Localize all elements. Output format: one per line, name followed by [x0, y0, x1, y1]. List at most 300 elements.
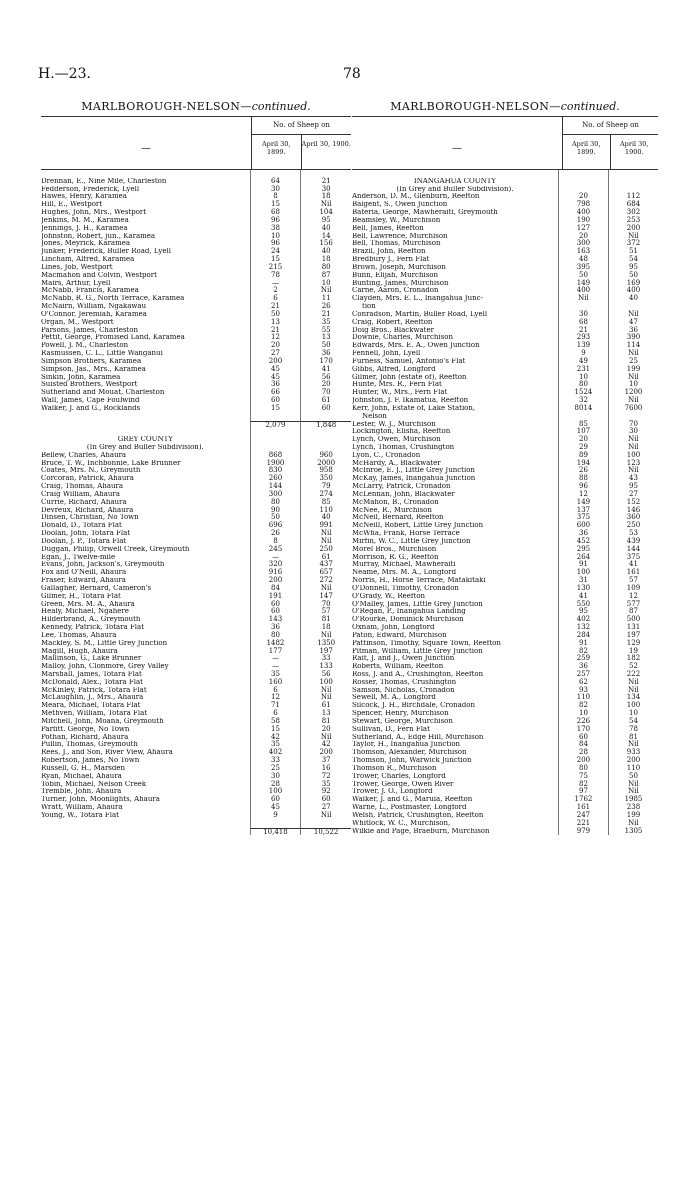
- sheep-1899: 191: [250, 593, 301, 601]
- owner-name: Hawes, Henry, Karamea: [41, 193, 127, 201]
- table-row: [41, 233, 351, 241]
- sheep-1899: —: [250, 663, 301, 671]
- table-row: [352, 788, 658, 796]
- sheep-1900: 400: [608, 287, 658, 295]
- sheep-1899: 8014: [558, 405, 608, 413]
- sheep-1900: 43: [608, 475, 658, 483]
- table-row: [41, 217, 351, 225]
- owner-name: Gilmer, John (estate of), Reefton: [352, 373, 467, 381]
- sheep-1900: 19: [608, 648, 658, 656]
- sheep-1900: Nil: [608, 679, 658, 687]
- sheep-1899: 215: [250, 264, 301, 272]
- owner-name: Macmahon and Colvin, Westport: [41, 271, 157, 279]
- owner-name: Morrison, R. G., Reefton: [352, 553, 439, 561]
- table-row: [41, 366, 351, 374]
- sheep-1899: 293: [558, 334, 608, 342]
- sheep-1900: 53: [608, 530, 658, 538]
- table-row: [41, 311, 351, 319]
- owner-name: O'Rourke, Dominick Murchison: [352, 616, 464, 624]
- owner-name: O'Malley, James, Little Grey Junction: [352, 600, 483, 608]
- sheep-1900: 81: [608, 734, 658, 742]
- owner-name: Craig, Thomas, Ahaura: [41, 483, 124, 491]
- sheep-1899: 6: [250, 710, 301, 718]
- sheep-1900: Nil: [608, 687, 658, 695]
- owner-name: Hunte, Mrs. R., Fern Flat: [352, 381, 442, 389]
- sheep-1900: 20: [300, 381, 351, 389]
- sheep-1900: 61: [300, 702, 351, 710]
- owner-name: tion: [362, 303, 376, 311]
- sheep-1900: 7600: [608, 405, 658, 413]
- table-row: [352, 812, 658, 820]
- right-column-header: [352, 116, 658, 170]
- owner-name: Pitman, William, Little Grey Junction: [352, 647, 483, 655]
- table-row: [41, 342, 351, 350]
- owner-name: Warne, L., Postmaster, Longford: [352, 804, 467, 812]
- owner-name: Roberts, William, Reefton: [352, 663, 444, 671]
- table-row: [352, 726, 658, 734]
- owner-name: (In Grey and Buller Subdivision).: [396, 185, 514, 193]
- table-row: [41, 569, 351, 577]
- total-row: [41, 828, 351, 836]
- sheep-1900: 87: [608, 608, 658, 616]
- sheep-1900: 40: [300, 514, 351, 522]
- sheep-1899: 1762: [558, 796, 608, 804]
- sheep-1900: [300, 413, 351, 421]
- sheep-1899: 24: [250, 248, 301, 256]
- owner-name: Simpson Brothers, Karamea: [41, 357, 142, 365]
- owner-name: Gibbs, Alfred, Longford: [352, 365, 436, 373]
- owner-name: Rait, J. and J., Owen Junction: [352, 655, 455, 663]
- owner-name: Lee, Thomas, Ahaura: [41, 631, 117, 639]
- sheep-1899: 60: [250, 796, 301, 804]
- owner-name: [41, 413, 250, 421]
- table-row: [41, 514, 351, 522]
- sheep-1899: 64: [250, 178, 301, 186]
- table-row: [352, 702, 658, 710]
- table-row: [41, 240, 351, 248]
- table-row: [352, 616, 658, 624]
- col-1899-header: April 30, 1899.: [252, 135, 302, 169]
- sheep-1899: 295: [558, 546, 608, 554]
- sheep-1899: 139: [558, 342, 608, 350]
- sheep-1899: 21: [250, 327, 301, 335]
- sheep-1899: 2: [250, 287, 301, 295]
- table-row: [352, 381, 658, 389]
- sheep-1899: 78: [250, 272, 301, 280]
- owner-name: Dinsen, Christian, No Town: [41, 514, 139, 522]
- sheep-1899: 42: [250, 734, 301, 742]
- sheep-1900: 21: [300, 178, 351, 186]
- sheep-1899: 30: [250, 186, 301, 194]
- sheep-1900: 146: [608, 507, 658, 515]
- sheep-1900: 152: [608, 499, 658, 507]
- sheep-1899: 71: [250, 702, 301, 710]
- owner-name: Green, Mrs. M. A., Ahaura: [41, 600, 135, 608]
- table-row: [352, 828, 658, 836]
- sheep-1900: 57: [300, 608, 351, 616]
- table-row: [352, 225, 658, 233]
- owner-name: Edwards, Mrs. E. A., Owen Junction: [352, 342, 480, 350]
- sheep-1900: 26: [300, 303, 351, 311]
- owner-name: McNairn, William, Ngakawau: [41, 303, 147, 311]
- owner-name: McLarry, Patrick, Cronadon: [352, 483, 451, 491]
- owner-name: Walker, J. and G., Maruia, Reefton: [352, 796, 473, 804]
- owner-name: Ross, J. and A., Crushington, Reefton: [352, 671, 484, 678]
- sheep-1899: 300: [558, 240, 608, 248]
- table-row: [352, 757, 658, 765]
- sheep-1899: 402: [558, 616, 608, 624]
- owner-name: Simpson, Jas., Mrs., Karamea: [41, 365, 146, 373]
- table-row: [41, 530, 351, 538]
- sheep-1900: Nil: [300, 687, 351, 695]
- table-row: [352, 796, 658, 804]
- sheep-1899: 36: [250, 624, 301, 632]
- owner-name: Egan, J., Twelve-mile: [41, 553, 116, 561]
- table-row: [352, 452, 658, 460]
- table-row: [352, 655, 658, 663]
- sheep-1899: 127: [558, 225, 608, 233]
- total-row: [41, 421, 351, 429]
- owner-name: Turner, John, Moonlights, Ahaura: [41, 796, 160, 804]
- sheep-1900: 1350: [300, 640, 351, 648]
- sheep-1899: 696: [250, 522, 301, 530]
- table-row: [41, 178, 351, 186]
- owner-name: [41, 820, 250, 828]
- sheep-1899: 38: [250, 225, 301, 233]
- table-row: [352, 585, 658, 593]
- sheep-1900: 50: [300, 342, 351, 350]
- owner-name: Jones, Meyrick, Karamea: [41, 240, 131, 248]
- sheep-1899: 200: [558, 757, 608, 765]
- sheep-1900: 250: [608, 522, 658, 530]
- sheep-1900: 27: [300, 804, 351, 812]
- owner-name: Stewart, George, Murchison: [352, 717, 453, 725]
- sheep-1899: 45: [250, 804, 301, 812]
- sheep-1899: 80: [558, 765, 608, 773]
- sheep-1900: 10,522: [300, 828, 351, 836]
- sheep-1899: 8: [250, 193, 301, 201]
- sheep-1900: 375: [608, 554, 658, 562]
- sheep-1900: 61: [300, 397, 351, 405]
- sheep-1899: 10: [558, 374, 608, 382]
- table-row: [41, 350, 351, 358]
- table-row: [41, 796, 351, 804]
- name-column-header: —: [141, 143, 151, 154]
- sheep-1899: 200: [250, 577, 301, 585]
- table-row: [352, 311, 658, 319]
- table-row: [41, 334, 351, 342]
- table-row: [352, 624, 658, 632]
- owner-name: McNeil, Bernard, Reefton: [352, 514, 444, 522]
- right-column: [352, 100, 658, 835]
- sheep-1899: 400: [558, 209, 608, 217]
- table-row: [352, 718, 658, 726]
- sheep-1899: 20: [558, 233, 608, 241]
- sheep-1899: 30: [558, 311, 608, 319]
- sheep-1900: 95: [300, 217, 351, 225]
- owner-name: Mitchell, John, Moana, Greymouth: [41, 717, 164, 725]
- sheep-1900: 110: [300, 507, 351, 515]
- sheep-1900: 61: [300, 554, 351, 562]
- sheep-1900: 437: [300, 561, 351, 569]
- sheep-1900: 54: [608, 256, 658, 264]
- table-row: [41, 460, 351, 468]
- sheep-1899: 35: [250, 671, 301, 679]
- sheep-1900: Nil: [608, 741, 658, 749]
- sheep-1899: 284: [558, 632, 608, 640]
- owner-name: Corcoran, Patrick, Ahaura: [41, 475, 134, 483]
- table-row: [352, 295, 658, 303]
- sheep-1900: Nil: [608, 311, 658, 319]
- owner-name: Jenkins, M. M., Karamea: [41, 216, 129, 224]
- sheep-1899: 320: [250, 561, 301, 569]
- sheep-1900: [300, 820, 351, 828]
- sheep-1899: 90: [250, 507, 301, 515]
- sheep-1899: 62: [558, 679, 608, 687]
- sheep-1900: Nil: [608, 444, 658, 452]
- sheep-1900: Nil: [608, 467, 658, 475]
- sheep-1900: 13: [300, 710, 351, 718]
- table-row: [352, 640, 658, 648]
- table-row: [41, 616, 351, 624]
- sheep-1899: 6: [250, 295, 301, 303]
- owner-name: Powell, J. M., Charleston: [41, 342, 129, 350]
- owner-name: Currie, Richard, Ahaura: [41, 498, 127, 506]
- owner-name: Coates, Mrs. N., Greymouth: [41, 467, 141, 475]
- owner-name: [41, 428, 250, 436]
- sheep-1899: [250, 428, 301, 436]
- owner-name: [352, 170, 558, 178]
- sheep-1900: 1,848: [300, 421, 351, 429]
- sheep-1900: 222: [608, 671, 658, 679]
- table-row: [41, 671, 351, 679]
- owner-name: Lyon, C., Cronadon: [352, 451, 421, 459]
- sheep-1900: Nil: [608, 233, 658, 241]
- sheep-1899: 1524: [558, 389, 608, 397]
- sheep-1899: 9: [250, 812, 301, 820]
- owner-name: Bellew, Charles, Ahaura: [41, 451, 127, 459]
- sheep-1899: 91: [558, 640, 608, 648]
- sheep-1900: 199: [608, 812, 658, 820]
- sheep-1899: 247: [558, 812, 608, 820]
- owner-name: McNabb, Francis, Karamea: [41, 287, 139, 295]
- sheep-1899: 27: [250, 350, 301, 358]
- sheep-1899: 68: [558, 319, 608, 327]
- table-row: [352, 240, 658, 248]
- sheep-1899: 50: [558, 272, 608, 280]
- owner-name: Gilmer, H., Totara Flat: [41, 592, 121, 600]
- sheep-1900: Nil: [300, 632, 351, 640]
- sheep-1899: —: [250, 554, 301, 562]
- sheep-1900: 10: [608, 381, 658, 389]
- sheep-1899: 100: [558, 569, 608, 577]
- col-1900-header: April 30, 1900.: [619, 140, 649, 156]
- table-row: [352, 483, 658, 491]
- sheep-1900: 14: [300, 233, 351, 241]
- table-row: [352, 413, 658, 421]
- table-row: [41, 405, 351, 413]
- sheep-1900: Nil: [300, 734, 351, 742]
- section-heading: [41, 436, 351, 444]
- sheep-1899: 89: [558, 452, 608, 460]
- owner-name: Bell, Thomas, Murchison: [352, 240, 441, 248]
- sheep-1899: 163: [558, 248, 608, 256]
- owner-name: McKay, James, Inangahua Junction: [352, 475, 476, 483]
- sheep-1900: 112: [608, 193, 658, 201]
- sheep-1900: 60: [300, 405, 351, 413]
- sheep-1900: 16: [300, 765, 351, 773]
- sheep-1900: 197: [608, 632, 658, 640]
- sheep-1900: 10: [300, 280, 351, 288]
- sheep-1899: 226: [558, 718, 608, 726]
- owner-name: O'Donnell, Timothy, Cronadon: [352, 584, 459, 592]
- table-row: [352, 460, 658, 468]
- sheep-1900: Nil: [608, 350, 658, 358]
- sheep-1900: 109: [608, 585, 658, 593]
- sheep-1900: 390: [608, 334, 658, 342]
- owner-name: Sewell, M. A., Longford: [352, 694, 436, 702]
- table-row: [41, 319, 351, 327]
- table-row: [41, 256, 351, 264]
- owner-name: INANGAHUA COUNTY: [413, 177, 497, 185]
- table-row: [352, 561, 658, 569]
- owner-name: Sutherland and Mouat, Charleston: [41, 389, 165, 397]
- sheep-1899: 8: [250, 538, 301, 546]
- sheep-1899: 600: [558, 522, 608, 530]
- sheep-1899: 550: [558, 601, 608, 609]
- sheep-1899: —: [250, 280, 301, 288]
- owner-name: Nelson: [362, 412, 387, 420]
- table-row: [41, 280, 351, 288]
- sheep-1900: 199: [608, 366, 658, 374]
- owner-name: Gallagher, Bernard, Cameron's: [41, 584, 152, 592]
- sheep-1899: 100: [250, 788, 301, 796]
- sheep-1899: 66: [250, 389, 301, 397]
- table-row: [41, 522, 351, 530]
- sheep-1899: 375: [558, 514, 608, 522]
- sheep-1900: 56: [300, 671, 351, 679]
- table-row: [352, 577, 658, 585]
- sheep-1900: 274: [300, 491, 351, 499]
- sheep-1900: 144: [608, 546, 658, 554]
- sheep-1899: 257: [558, 671, 608, 679]
- owner-name: Doolan, John, Totara Flat: [41, 530, 131, 538]
- table-row: [352, 342, 658, 350]
- sheep-1899: 20: [558, 193, 608, 201]
- table-row: [352, 201, 658, 209]
- sheep-1900: 302: [608, 209, 658, 217]
- sheep-1900: 57: [608, 577, 658, 585]
- table-row: [352, 475, 658, 483]
- table-row: [41, 702, 351, 710]
- sheep-1899: 75: [558, 773, 608, 781]
- sheep-1900: Nil: [300, 812, 351, 820]
- sheep-1900: 657: [300, 569, 351, 577]
- table-row: [352, 632, 658, 640]
- table-row: [352, 397, 658, 405]
- owner-name: Whitlock, W. C., Murchison,: [352, 819, 451, 827]
- sheep-1899: 80: [558, 381, 608, 389]
- table-row: [352, 514, 658, 522]
- sheep-1900: 70: [608, 421, 658, 429]
- sheep-1899: 1482: [250, 640, 301, 648]
- sheep-1899: 170: [558, 726, 608, 734]
- sheep-1899: [250, 413, 301, 421]
- sheep-1900: 500: [608, 616, 658, 624]
- owner-name: Wratt, William, Ahaura: [41, 804, 123, 812]
- owner-name: Craig William, Ahaura: [41, 490, 120, 498]
- sheep-1900: 36: [608, 327, 658, 335]
- sheep-1899: 107: [558, 428, 608, 436]
- owner-name: Lynch, Owen, Murchison: [352, 436, 441, 444]
- table-row: [41, 554, 351, 562]
- sheep-1900: Nil: [608, 374, 658, 382]
- owner-name: Neame, Mrs. M. A., Longford: [352, 569, 457, 577]
- table-row: [41, 632, 351, 640]
- sheep-1900: 253: [608, 217, 658, 225]
- sheep-1899: 60: [250, 601, 301, 609]
- sheep-1899: 50: [250, 514, 301, 522]
- table-row: [41, 374, 351, 382]
- sheep-1900: 18: [300, 624, 351, 632]
- owner-name: Bunting, James, Murchison: [352, 279, 449, 287]
- table-row: [352, 820, 658, 828]
- table-row: [352, 358, 658, 366]
- sheep-1899: 45: [250, 366, 301, 374]
- table-row: [41, 303, 351, 311]
- table-row: [41, 773, 351, 781]
- sheep-1900: 50: [608, 272, 658, 280]
- owner-name: Hill, E., Westport: [41, 201, 103, 209]
- table-row: [41, 209, 351, 217]
- table-row: [352, 749, 658, 757]
- owner-name: [41, 828, 250, 836]
- sheep-1900: 100: [300, 679, 351, 687]
- owner-name: [41, 170, 250, 178]
- sheep-1900: 11: [300, 295, 351, 303]
- owner-name: Bell, Lawrence, Murchison: [352, 232, 448, 240]
- sheep-1900: Nil: [300, 530, 351, 538]
- table-row: [41, 608, 351, 616]
- sheep-1899: 1900: [250, 460, 301, 468]
- sheep-1900: 1305: [608, 828, 658, 836]
- sheep-1899: [250, 820, 301, 828]
- name-column-header: —: [452, 143, 462, 154]
- sheep-1899: 60: [558, 734, 608, 742]
- owner-name: Rasmussen, C. L., Little Wanganui: [41, 350, 163, 358]
- sheep-1899: 161: [558, 804, 608, 812]
- blank-row: [41, 170, 351, 178]
- sheep-1900: 1985: [608, 796, 658, 804]
- table-row: [352, 679, 658, 687]
- table-row: [352, 781, 658, 789]
- table-row: [352, 499, 658, 507]
- sheep-1899: 130: [558, 585, 608, 593]
- owner-name: Hunter, W., Mrs., Fern Flat: [352, 389, 448, 397]
- owner-name: Anderson, D. M., Glenburn, Reefton: [352, 193, 480, 201]
- sheep-1900: 54: [608, 718, 658, 726]
- table-row: [352, 389, 658, 397]
- owner-name: Bruce, T. W., Inchbonnie, Lake Brunner: [41, 459, 181, 467]
- table-row: [41, 655, 351, 663]
- sheep-1899: Nil: [558, 295, 608, 303]
- table-row: [352, 256, 658, 264]
- sheep-1899: 20: [250, 342, 301, 350]
- table-row: [41, 193, 351, 201]
- table-row: [41, 561, 351, 569]
- table-row: [41, 381, 351, 389]
- sheep-1900: 70: [300, 601, 351, 609]
